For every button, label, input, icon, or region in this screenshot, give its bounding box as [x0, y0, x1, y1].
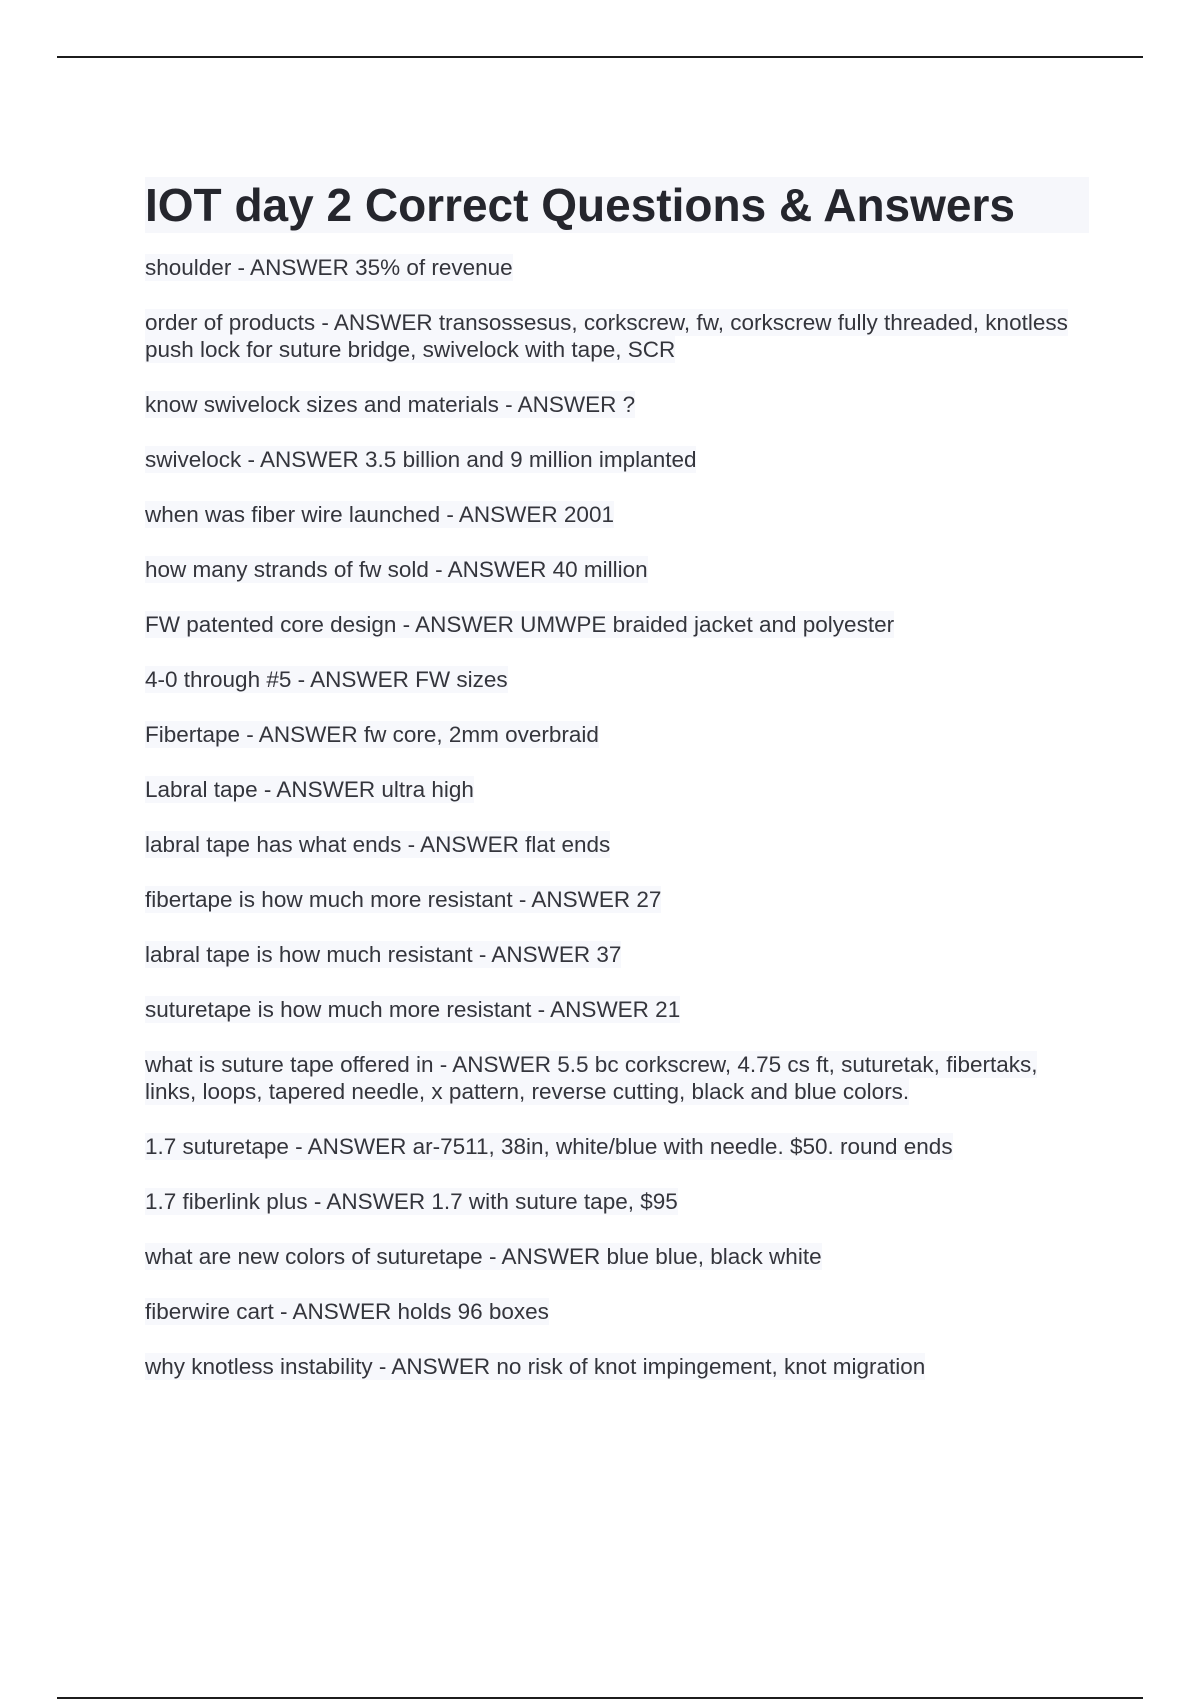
qa-item: [145, 446, 1089, 473]
qa-text: suturetape is how much more resistant - ANSWER 21: [145, 997, 681, 1022]
qa-item: [145, 309, 1089, 363]
qa-text: Fibertape - ANSWER fw core, 2mm overbraid: [145, 722, 599, 747]
qa-text: when was fiber wire launched - ANSWER 2001: [145, 502, 614, 527]
qa-item: [145, 1243, 1089, 1270]
qa-text: 4-0 through #5 - ANSWER FW sizes: [145, 667, 508, 692]
qa-text: what is suture tape offered in - ANSWER 5.5 bc corkscrew, 4.75 cs ft, suturetak, fibertaks, links, loops, tapered needle, x pattern, reverse cutting, black and blue colors.: [145, 1052, 1038, 1104]
qa-item: [145, 886, 1089, 913]
qa-text: swivelock - ANSWER 3.5 billion and 9 million implanted: [145, 447, 697, 472]
qa-text: fibertape is how much more resistant - ANSWER 27: [145, 887, 662, 912]
qa-text: 1.7 fiberlink plus - ANSWER 1.7 with suture tape, $95: [145, 1189, 678, 1214]
qa-text: labral tape has what ends - ANSWER flat ends: [145, 832, 611, 857]
qa-text: Labral tape - ANSWER ultra high: [145, 777, 474, 802]
qa-item: [145, 1298, 1089, 1325]
qa-item: [145, 556, 1089, 583]
qa-text: why knotless instability - ANSWER no risk of knot impingement, knot migration: [145, 1354, 926, 1379]
qa-item: [145, 666, 1089, 693]
qa-item: [145, 941, 1089, 968]
qa-item: [145, 1133, 1089, 1160]
qa-text: shoulder - ANSWER 35% of revenue: [145, 255, 513, 280]
qa-item: [145, 254, 1089, 281]
qa-item: [145, 1051, 1089, 1105]
qa-text: 1.7 suturetape - ANSWER ar-7511, 38in, white/blue with needle. $50. round ends: [145, 1134, 953, 1159]
qa-text: how many strands of fw sold - ANSWER 40 million: [145, 557, 648, 582]
qa-item: [145, 391, 1089, 418]
page-title: IOT day 2 Correct Questions & Answers: [145, 177, 1089, 233]
qa-item: [145, 611, 1089, 638]
qa-item: [145, 996, 1089, 1023]
qa-item: [145, 1188, 1089, 1215]
top-rule: [57, 56, 1143, 58]
qa-text: know swivelock sizes and materials - ANSWER ?: [145, 392, 636, 417]
qa-item: [145, 776, 1089, 803]
qa-text: fiberwire cart - ANSWER holds 96 boxes: [145, 1299, 549, 1324]
qa-item: [145, 1353, 1089, 1380]
qa-item: [145, 501, 1089, 528]
qa-list: [145, 254, 1089, 1408]
qa-text: what are new colors of suturetape - ANSWER blue blue, black white: [145, 1244, 822, 1269]
qa-text: FW patented core design - ANSWER UMWPE braided jacket and polyester: [145, 612, 895, 637]
qa-text: order of products - ANSWER transossesus, corkscrew, fw, corkscrew fully threaded, knotless push lock for suture bridge, swivelock with tape, SCR: [145, 310, 1068, 362]
qa-item: [145, 721, 1089, 748]
qa-item: [145, 831, 1089, 858]
bottom-rule: [57, 1697, 1143, 1699]
qa-text: labral tape is how much resistant - ANSWER 37: [145, 942, 622, 967]
